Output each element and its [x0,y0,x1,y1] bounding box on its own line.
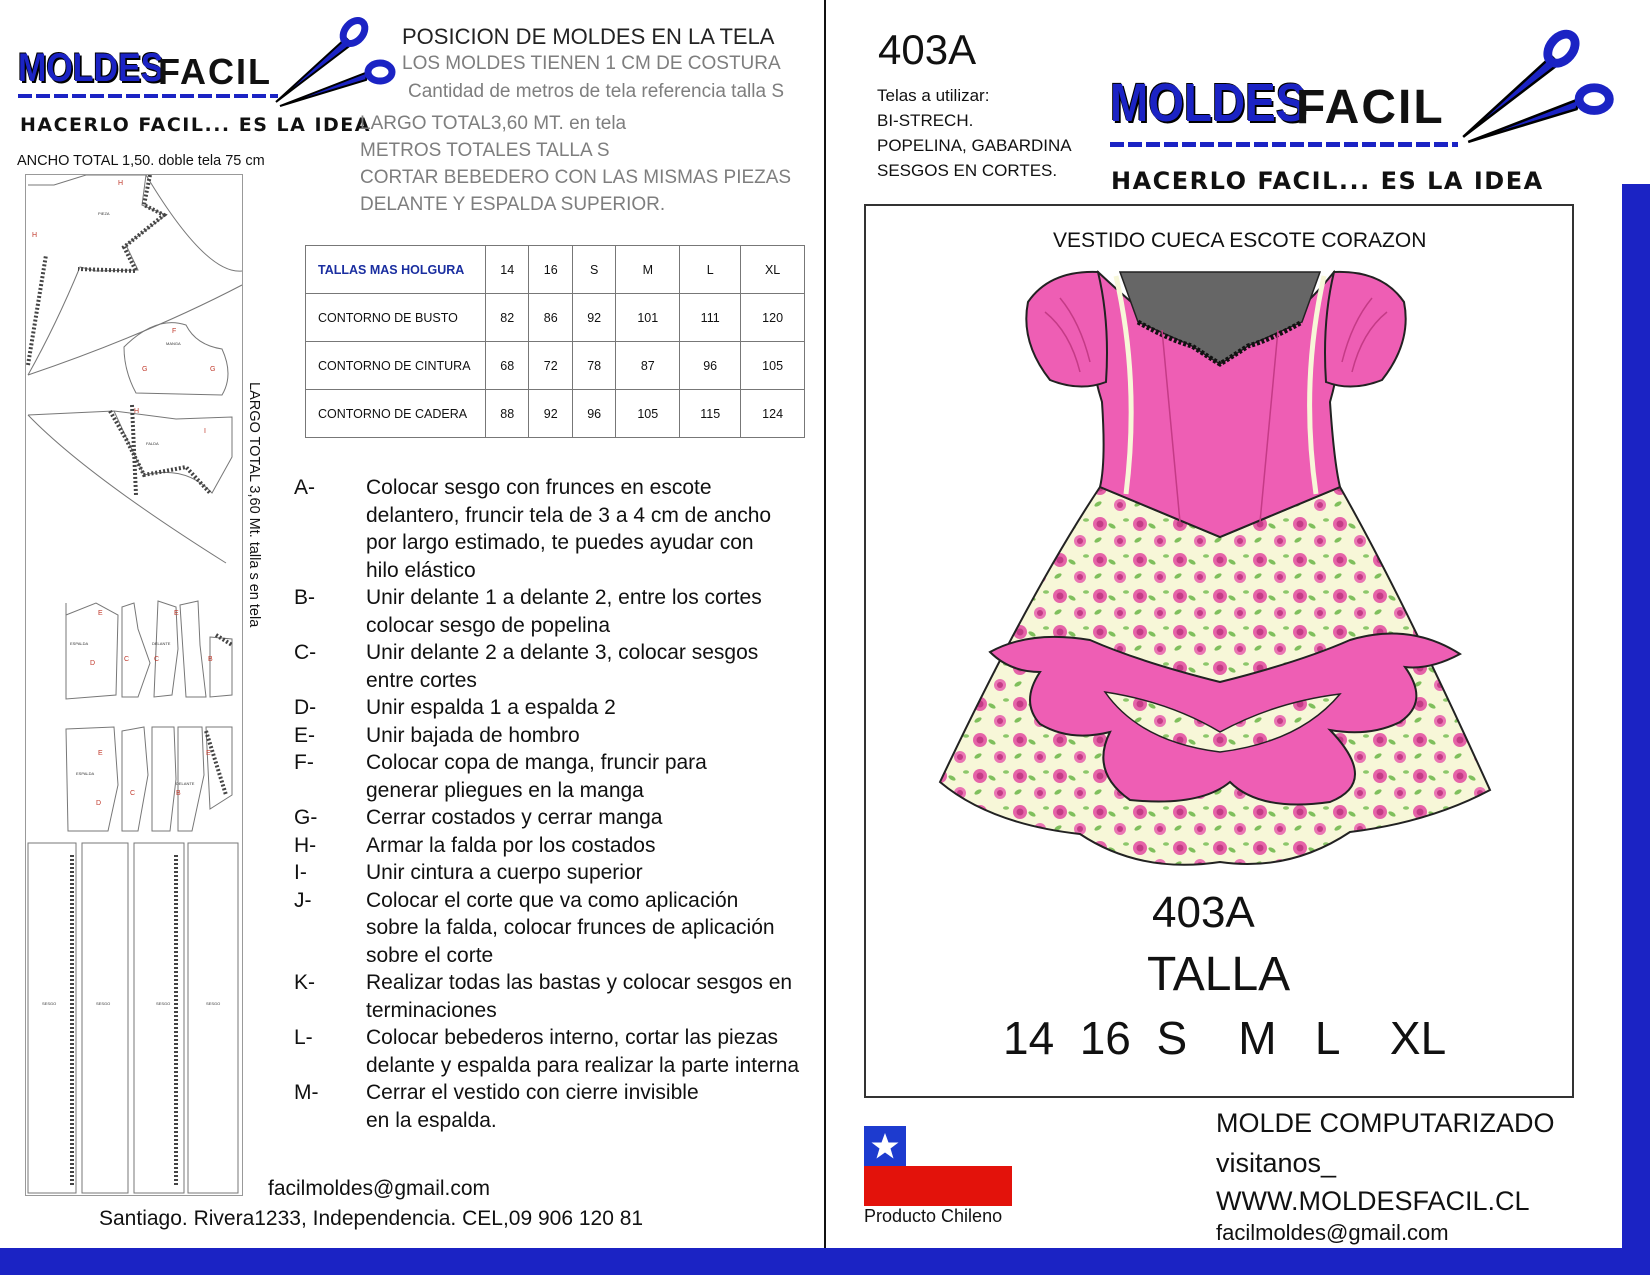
instruction-item [294,639,814,694]
instruction-text: Cerrar costados y cerrar manga [366,806,663,829]
big-code: 403A [1152,888,1255,937]
svg-text:DELANTE: DELANTE [152,641,171,646]
instruction-text: Realizar todas las bastas y colocar sesgos en terminaciones [366,971,793,1022]
table-cell: 101 [616,294,680,342]
scissors-icon [1450,26,1620,152]
size-col: 16 [529,246,572,294]
instruction-text: Colocar bebederos interno, cortar las piezas delante y espalda para realizar la parte interna [366,1026,800,1077]
dress-illustration [930,262,1520,882]
instruction-letter: L- [294,1026,313,1049]
tela-item: SESGOS EN CORTES. [877,161,1058,180]
instruction-item [294,859,814,887]
note-6: DELANTE Y ESPALDA SUPERIOR. [360,194,666,215]
pattern-layout [25,174,243,1196]
instruction-text: Unir espalda 1 a espalda 2 [366,696,616,719]
size-col: S [572,246,615,294]
instruction-letter: E- [294,723,315,747]
note-2: Cantidad de metros de tela referencia talla S [408,81,784,102]
table-cell: 92 [572,294,615,342]
row-label: CONTORNO DE CINTURA [306,342,486,390]
table-cell: 86 [529,294,572,342]
svg-text:DELANTE: DELANTE [176,781,195,786]
instruction-item [294,804,814,832]
table-cell: 124 [741,390,805,438]
table-cell: 105 [741,342,805,390]
logo-facil-text: FACIL [158,51,272,92]
instruction-letter: A- [294,476,315,499]
flag-caption: Producto Chileno [864,1206,1003,1226]
sizes-line: 14 16 S M L XL [1003,1012,1447,1064]
svg-text:ESPALDA: ESPALDA [70,641,89,646]
svg-text:E: E [98,610,103,617]
instruction-item [294,832,814,860]
table-cell: 68 [486,342,529,390]
logo-facil-text: FACIL [1296,81,1445,134]
svg-text:SESGO: SESGO [206,1001,221,1006]
instruction-text: Colocar copa de manga, fruncir para generar pliegues en la manga [366,751,707,802]
row-label: CONTORNO DE BUSTO [306,294,486,342]
svg-text:SESGO: SESGO [42,1001,57,1006]
instruction-letter: M- [294,1081,319,1104]
instruction-item [294,694,814,722]
instruction-letter: J- [294,888,312,912]
table-cell: 120 [741,294,805,342]
code-top: 403A [878,26,977,73]
email-right[interactable]: facilmoldes@gmail.com [1216,1220,1449,1245]
star-icon [871,1132,899,1160]
instruction-item [294,749,814,804]
size-col: XL [741,246,805,294]
table-cell: 87 [616,342,680,390]
svg-text:SESGO: SESGO [96,1001,111,1006]
logo-right [1110,70,1490,150]
row-label: CONTORNO DE CADERA [306,390,486,438]
table-row [306,342,805,390]
svg-text:SESGO: SESGO [156,1001,171,1006]
svg-text:C: C [154,656,160,663]
chile-flag-icon [864,1126,1012,1206]
svg-text:E: E [98,750,103,757]
instruction-letter: C- [294,641,317,664]
molde-line: visitanos_ [1216,1148,1337,1178]
svg-text:D: D [96,800,102,807]
svg-text:G: G [210,366,216,373]
dress-title: VESTIDO CUECA ESCOTE CORAZON [1053,229,1427,252]
instruction-item [294,969,814,1024]
size-table-header [306,246,805,294]
table-cell: 105 [616,390,680,438]
table-cell: 82 [486,294,529,342]
svg-text:C: C [124,656,130,663]
posicion-heading: POSICION DE MOLDES EN LA TELA [402,24,775,49]
table-row [306,390,805,438]
website-link[interactable]: WWW.MOLDESFACIL.CL [1216,1186,1530,1216]
instruction-item [294,1024,814,1079]
instruction-text: Unir delante 1 a delante 2, entre los cortes colocar sesgo de popelina [366,586,762,637]
note-3: LARGO TOTAL3,60 MT. en tela [360,113,627,134]
bottom-blue-bar [0,1248,1650,1275]
table-header-label: TALLAS MAS HOLGURA [306,246,486,294]
svg-text:PIEZA: PIEZA [98,211,110,216]
instruction-item [294,887,814,970]
table-cell: 72 [529,342,572,390]
note-5: CORTAR BEBEDERO CON LAS MISMAS PIEZAS [360,167,792,188]
talla-label: TALLA [1147,948,1291,1001]
svg-text:D: D [90,660,96,667]
size-table [305,245,805,438]
svg-text:E: E [174,610,179,617]
logo-underline [1110,142,1458,147]
table-cell: 96 [572,390,615,438]
svg-text:ESPALDA: ESPALDA [76,771,95,776]
instructions-list [294,474,814,1134]
instruction-text: Unir bajada de hombro [366,723,580,747]
telas-title: Telas a utilizar: [877,86,990,105]
blue-edge-bar [1622,184,1650,1248]
slogan-left: HACERLO FACIL... ES LA IDEA [20,114,371,136]
tela-item: BI-STRECH. [877,111,974,130]
table-cell: 115 [680,390,741,438]
instruction-letter: B- [294,586,315,609]
size-col: 14 [486,246,529,294]
svg-text:B: B [208,656,213,663]
instruction-text: Unir delante 2 a delante 3, colocar sesgos entre cortes [366,641,759,692]
instruction-letter: F- [294,751,314,774]
svg-text:E: E [206,750,211,757]
address-left: Santiago. Rivera1233, Independencia. CEL,09 906 120 81 [99,1207,644,1230]
svg-text:I: I [204,428,206,435]
page-divider [824,0,826,1248]
svg-text:C: C [130,790,136,797]
table-cell: 96 [680,342,741,390]
instruction-letter: H- [294,833,317,857]
instruction-text: Colocar sesgo con frunces en escote delantero, fruncir tela de 3 a 4 cm de ancho por largo estimado, te puedes ayudar con hilo elástico [366,476,772,582]
svg-text:H: H [32,232,38,239]
table-cell: 88 [486,390,529,438]
svg-text:MANGA: MANGA [166,341,181,346]
size-col: L [680,246,741,294]
instruction-text: Armar la falda por los costados [366,833,656,857]
instruction-letter: G- [294,806,318,829]
ancho-total: ANCHO TOTAL 1,50. doble tela 75 cm [17,153,265,169]
size-col: M [616,246,680,294]
table-cell: 92 [529,390,572,438]
instruction-item [294,474,814,584]
instruction-letter: D- [294,696,317,719]
table-cell: 78 [572,342,615,390]
svg-text:FALDA: FALDA [146,441,159,446]
instruction-text: Unir cintura a cuerpo superior [366,861,643,884]
email-left[interactable]: facilmoldes@gmail.com [268,1177,491,1200]
logo-underline [18,94,278,98]
molde-line: MOLDE COMPUTARIZADO [1216,1108,1555,1138]
logo-moldes-text: MOLDES [1110,73,1307,133]
table-row [306,294,805,342]
svg-text:G: G [142,366,148,373]
logo-moldes-text: MOLDES [18,46,164,90]
svg-text:F: F [172,328,177,335]
svg-text:H: H [134,408,140,415]
note-4: METROS TOTALES TALLA S [360,140,610,161]
instruction-letter: K- [294,971,315,994]
scissors-icon [268,14,398,114]
tela-item: POPELINA, GABARDINA [877,136,1072,155]
instruction-letter: I- [294,861,307,884]
note-1: LOS MOLDES TIENEN 1 CM DE COSTURA [402,53,781,74]
svg-text:B: B [176,790,181,797]
svg-text:H: H [118,180,124,187]
instruction-item [294,722,814,750]
instruction-item [294,1079,814,1134]
instruction-text: Cerrar el vestido con cierre invisible en la espalda. [366,1081,699,1132]
instruction-item [294,584,814,639]
largo-total-vertical: LARGO TOTAL 3,60 Mt. talla s en tela [246,382,262,628]
instruction-text: Colocar el corte que va como aplicación sobre la falda, colocar frunces de aplicación sobre el corte [366,888,775,967]
slogan-right: HACERLO FACIL... ES LA IDEA [1111,167,1544,195]
table-cell: 111 [680,294,741,342]
